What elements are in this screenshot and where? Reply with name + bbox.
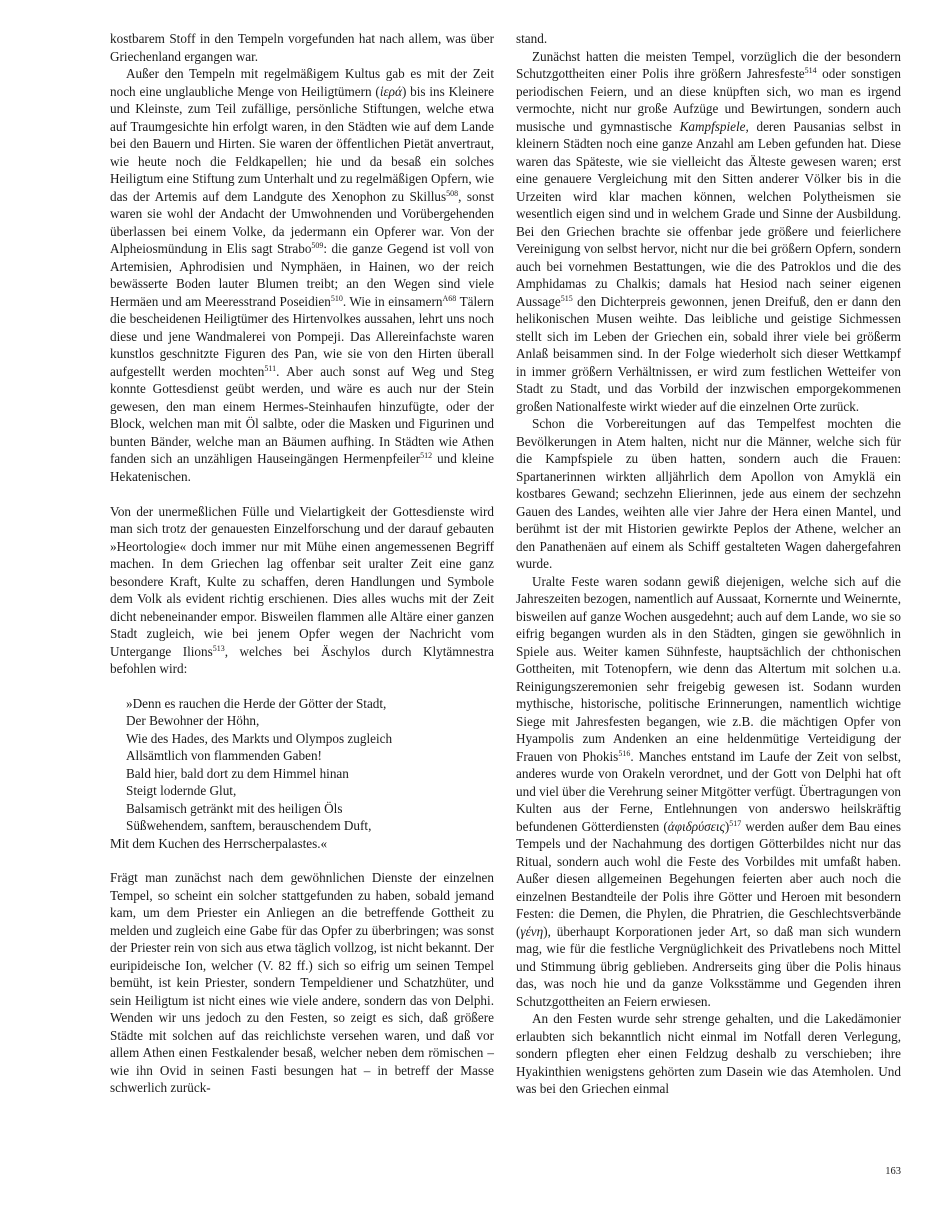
verse-quotation bbox=[110, 695, 494, 853]
paragraph-right-2: Zunächst hatten die meisten Tempel, vorzüglich die der besondern Schutzgottheiten einer Polis ihre größern Jahresfeste$^{514}$ oder sonstigen periodischen Feiern, und an diese knüpften sich, wo man es irgend vermochte, nicht nur große Aufzüge und Bewirtungen, sondern auch musische und gymnastische Kampfspiele, deren Pausanias selbst in kleinern Städten noch eine ganze Anzahl am Leben gefunden hat. Diese waren das Späteste, wie sie vielleicht das Älteste gewesen waren; erst eine genauere Vergleichung mit den Sitten anderer Völker bis in die Urzeiten wird klar machen können, welchen Polytheismen sie wesentlich eigen sind und in welchem Grade und Sinne der Ausbildung. Bei den Griechen brachte sie offenbar jede größere und feierlichere Vereinigung von selbst hervor, nicht nur die bei größern Opfern, sondern auch bei vornehmen Bestattungen, wie die des Patroklos und die des Amphidamas zu Chalkis; damals hat Hesiod nach seiner eigenen Aussage$^{515}$ den Dichterpreis gewonnen, jenen Dreifuß, den er dann den helikonischen Musen weihte. Das leibliche und geistige Sichmessen stellt sich im Leben der Griechen ein, sobald ihrer viele bei größerm Anlaß beisammen sind. In der Folge wiederholt sich dieser Wettkampf in immer größern Verhältnissen, er wird zum festlichen Wetteifer von Stadt zu Stadt, und das Vorbild der inzwischen emporgekommenen großen Nationalfeste wirkt wieder auf die einzelnen Orte zurück. bbox=[516, 48, 902, 414]
footnote-ref: 510 bbox=[330, 293, 343, 303]
verse-line: Balsamisch getränkt mit des heiligen Öls bbox=[126, 800, 343, 816]
footnote-ref: 508 bbox=[446, 188, 459, 198]
footnote-ref: 517 bbox=[729, 818, 742, 828]
footnote-ref: 511 bbox=[264, 363, 277, 373]
paragraph-right-1: stand. bbox=[516, 31, 548, 46]
verse-line: Mit dem Kuchen des Herrscherpalastes.« bbox=[110, 835, 328, 851]
paragraph-right-3: Schon die Vorbereitungen auf das Tempelfest mochten die Bevölkerungen in Atem halten, nicht nur die Männer, welche sich für die Kampfspiele zu üben hatten, sondern auch die Frauen: Spartanerinnen wirkten alljährlich dem Apollon von Amyklä ein kostbares Gewand; sechzehn Elierinnen, jede aus einem der sechzehn Gauen des Landes, weihten alle vier Jahre der Hera einen Mantel, und berühmt ist der mit Historien gewirkte Peplos der Athene, welcher an den Panathenäen auf einem als Schiff gestalteten Wagen dahergefahren wurde. bbox=[516, 416, 901, 571]
verse-line: Wie des Hades, des Markts und Olympos zugleich bbox=[126, 730, 393, 746]
footnote-ref: 516 bbox=[618, 748, 631, 758]
annotation-ref: A68 bbox=[442, 293, 457, 303]
paragraph-left-2: Außer den Tempeln mit regelmäßigem Kultus gab es mit der Zeit noch eine unglaubliche Menge von Heiligtümern (ἱερά) bis ins Kleinere und Kleinste, zum Teil zufällige, persönliche Stiftungen, welche etwa auf Traumgesichte hin erfolgt waren, in den Städten wie auf dem Lande bei den Bauern und Hirten. Sie waren der öffentlichen Pietät anvertraut, wie heute noch die Feldkapellen; hie und da besaß ein solches Heiligtum eine Stiftung zum Unterhalt und zu regelmäßigen Opfern, wie das der Artemis auf dem Landgute des Xenophon zu Skillus$^{508}$, sonst waren sie wohl der Andacht der Umwohnenden und Vorübergehenden überlassen bei einem Volke, da jedermann ein Opferer war. Von der Alpheiosmündung in Elis sagt Strabo$^{509}$: die ganze Gegend ist voll von Artemisien, Aphrodisien und Nymphäen, in Hainen, wo der reich bewässerte Boden lauter Blumen treibt; an den Wegen sind viele Hermäen und am Meeresstrand Poseidien$^{510}$. Wie in einsamern$^{A68}$ Tälern die bescheidenen Heiligtümer des Hirtenvolkes aussahen, lehrt uns noch diese und jene Wandmalerei von Pompeji. Das Allereinfachste waren kunstlos geschnitzte Figuren des Pan, wie sie von den Hirten überall aufgestellt werden mochten$^{511}$. Aber auch sonst auf Weg und Steg konnte Gottesdienst geübt werden, und wäre es auch nur der Stein gewesen, den man einem Hermes-Steinhaufen hinzufügte, oder der Block, welchen man mit Öl salbte, oder die Masken und Figurinen und bunten Bänder, welche man an Bäumen aufhing. In Städten wie Athen fanden sich an unzähligen Hauseingängen Hermenpfeiler$^{512}$ und kleine Hekatenischen. bbox=[110, 66, 494, 484]
paragraph-right-4: Uralte Feste waren sodann gewiß diejenigen, welche sich auf die Jahreszeiten bezogen, namentlich auf Aussaat, Kornernte und Weinernte, bisweilen auf ganze Wochen ausgedehnt; auch auf dem Lande, wo sie so eifrig begangen wurden als in den Städten, gingen sie gewöhnlich in Spiele aus. Weiter kamen Sühnfeste, hauptsächlich der chthonischen Gottheiten, mit Totenopfern, wie denn das Altertum mit solchen u.a. Reinigungszeremonien sehr freigebig gewesen ist. Sodann wurden mythische, historische, politische Erinnerungen, namentlich wichtige Siege mit Jahresfesten begangen, wie z.B. die mächtigen Opfer von Hyampolis zum Andenken an eine heldenmütige Verteidigung der Frauen von Phokis$^{516}$. Manches entstand im Laufe der Zeit von selbst, anderes wurde von Orakeln verordnet, und der Gott von Delphi hat oft und viel über die Verehrung seiner Mitgötter verfügt. Übertragungen von Kulten aus der Ferne, Entlehnungen von anderswo heilskräftig befundenen Götterdiensten (ἀφιδρύσεις)$^{517}$ werden außer dem Bau eines Tempels und der Nachahmung des dortigen Götterbildes nicht nur das Ritual, sondern auch wohl die Feste des Vorbildes mit umfaßt haben. Außer diesen allgemeinen Begehungen feierten aber auch noch die einzelnen Bestandteile der Polis ihre Götter und Heroen mit besondern Festen: die Demen, die Phylen, die Phratrien, die Geschlechtsverbände (γένη), überhaupt Korporationen jeder Art, so daß man sich wundern mag, wie für die festliche Vergnüglichkeit des Privatlebens noch Mittel und Stimmung übrig geblieben. Andrerseits ging über die Polis hinaus das, was noch hie und da ganze Volksstämme und Gegenden ihren Schutzgottheiten an Feiern erwiesen. bbox=[516, 573, 902, 1009]
verse-line: Der Bewohner der Höhn, bbox=[126, 713, 260, 728]
footnote-ref: 512 bbox=[420, 451, 433, 460]
paragraph-right-5: An den Festen wurde sehr strenge gehalten, und die Lakedämonier erlaubten sich bekanntlich nicht einmal im Notfall deren Verlegung, sondern pflegten eher einen Feldzug deshalb zu verschieben; ihre Hyakinthien wenigstens gehörten zum Dasein wie das Atemholen. Und was bei den Griechen einmal bbox=[516, 1011, 901, 1096]
footnote-ref: 515 bbox=[560, 293, 573, 303]
paragraph-left-4: Frägt man zunächst nach dem gewöhnlichen Dienste der einzelnen Tempel, so scheint ein solcher stattgefunden zu haben, sobald jemand kam, um dem Priester ein Anliegen an die betreffende Gottheit zu melden und zugleich eine Gabe für das Opfer zu überbringen; was sonst der Priester rein von sich aus etwa täglich vollzog, ist nicht bekannt. Der euripideische Ion, welcher (V. 82 ff.) sich so eifrig um seinen Tempel bemüht, ist kein Priester, sondern Tempeldiener und Schatzhüter, und sein Heiligtum ist nicht eines wie viele andere, sondern das von Delphi. Wenden wir uns jedoch zu den Festen, so zeigt es sich, daß größere Städte mit solchen auf das reichlichste versehen waren, und daß vor allem Athen einen Festkalender besaß, welcher neben dem römischen – wie ihn Ovid in seinen Fasti besungen hat – in betreff der Masse schwerlich zurück- bbox=[110, 870, 494, 1095]
paragraph-left-3: Von der unermeßlichen Fülle und Vielartigkeit der Gottesdienste wird man sich trotz der genauesten Einzelforschung und der darauf gebauten »Heortologie« doch immer nur mit Mühe einen angemessenen Begriff machen. In dem Griechen lag offenbar seit uralter Zeit eine ganz besondere Kraft, Kulte zu schaffen, deren Handlungen und Symbole dem Volk als evident richtig erschienen. Dies alles wuchs mit der Zeit dicht nebeneinander empor. Bisweilen flammen alle Altäre einer ganzen Stadt zugleich, wie bei jenem Opfer wegen der Nachricht vom Untergange Ilions$^{513}$, welches bei Äschylos durch Klytämnestra befohlen wird: bbox=[110, 503, 494, 676]
right-column bbox=[516, 30, 901, 1098]
footnote-ref: 514 bbox=[804, 66, 817, 75]
paragraph-left-1: kostbarem Stoff in den Tempeln vorgefunden hat nach allem, was über Griechenland ergangen war. bbox=[110, 31, 494, 64]
verse-line: Allsämtlich von flammenden Gaben! bbox=[126, 748, 322, 763]
verse-line: Bald hier, bald dort zu dem Himmel hinan bbox=[126, 765, 349, 781]
verse-line: »Denn es rauchen die Herde der Götter der Stadt, bbox=[126, 695, 387, 711]
verse-line: Steigt lodernde Glut, bbox=[126, 783, 237, 798]
left-column bbox=[110, 30, 494, 1097]
page-number: 163 bbox=[885, 1166, 901, 1177]
verse-line: Süßwehendem, sanftem, berauschendem Duft, bbox=[126, 818, 372, 833]
footnote-ref: 513 bbox=[212, 643, 225, 653]
footnote-ref: 509 bbox=[311, 241, 324, 250]
